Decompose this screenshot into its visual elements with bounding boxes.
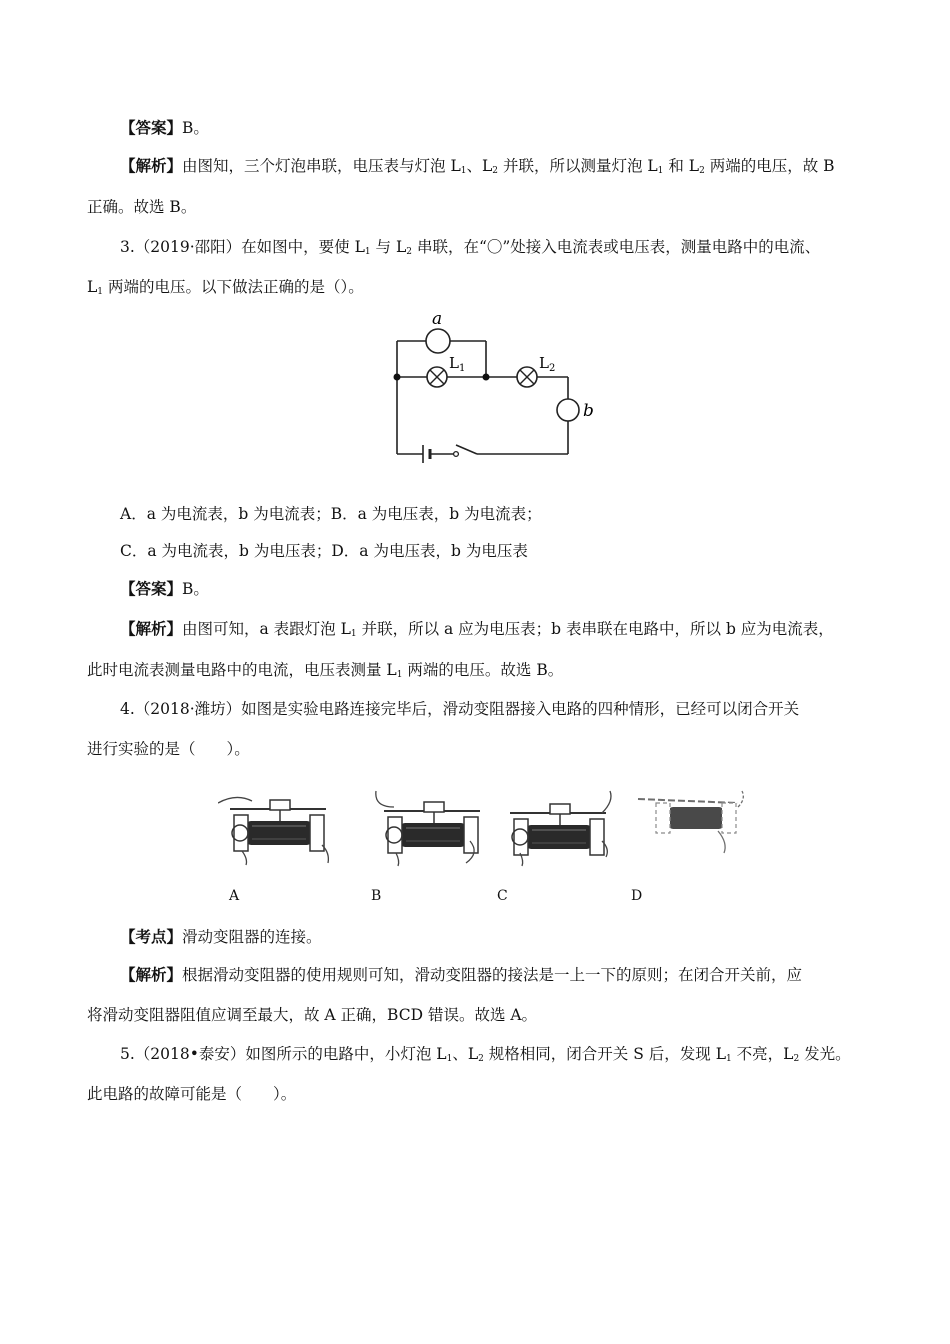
stem-text: L <box>87 278 98 296</box>
stem-text: 、L <box>452 1045 479 1063</box>
answer-text: B。 <box>182 580 209 598</box>
answer-text: B。 <box>182 119 209 137</box>
analysis-text: 此时电流表测量电路中的电流，电压表测量 L <box>87 661 397 679</box>
q4-analysis-line-2: 将滑动变阻器阻值应调至最大，故 A 正确，BCD 错误。故选 A。 <box>87 1006 538 1024</box>
q2-analysis-line-1 <box>120 155 835 177</box>
subscript: 2 <box>406 247 413 257</box>
subscript: 1 <box>726 1054 732 1064</box>
subscript: 1 <box>446 1054 453 1064</box>
subscript: 1 <box>460 166 467 176</box>
stem-text: 两端的电压。以下做法正确的是（）。 <box>103 278 364 296</box>
q3-stem-line-1 <box>120 236 820 258</box>
q5-stem-line-2: 此电路的故障可能是（ ）。 <box>87 1085 297 1103</box>
q3-options-cd: C．a 为电流表，b 为电压表；D．a 为电压表，b 为电压表 <box>120 542 528 560</box>
figure-label-a: A <box>229 888 240 904</box>
analysis-tag: 【解析】 <box>120 156 183 175</box>
answer-tag: 【答案】 <box>120 118 183 137</box>
analysis-text: 、L <box>466 157 493 175</box>
analysis-tag: 【解析】 <box>120 965 183 984</box>
subscript: 2 <box>478 1054 484 1064</box>
junction-dot <box>394 374 401 381</box>
rheostat-b <box>376 791 480 866</box>
q4-analysis-line-1 <box>120 964 802 986</box>
meter-b-symbol <box>557 399 579 421</box>
rheostat-a <box>218 797 328 865</box>
rheostat-d <box>638 791 743 853</box>
subscript: 2 <box>699 166 705 176</box>
q3-stem-line-2 <box>87 276 364 298</box>
rheostat-figures <box>218 787 748 867</box>
junction-dot <box>483 374 490 381</box>
subscript: 1 <box>657 166 664 176</box>
meter-a-symbol <box>426 329 450 353</box>
analysis-text: 由图知，三个灯泡串联，电压表与灯泡 L <box>182 157 461 175</box>
stem-text: 不亮，L <box>731 1045 794 1063</box>
point-text: 滑动变阻器的连接。 <box>182 928 322 946</box>
subscript: 1 <box>350 629 357 639</box>
analysis-text: 两端的电压。故选 B。 <box>402 661 564 679</box>
analysis-text: 和 L <box>663 157 700 175</box>
q3-analysis-line-1 <box>120 618 834 640</box>
subscript: 1 <box>97 287 104 297</box>
q2-answer-line <box>120 117 209 139</box>
stem-text: 串联，在“〇”处接入电流表或电压表，测量电路中的电流、 <box>412 238 821 256</box>
subscript: 1 <box>396 670 403 680</box>
stem-text: 3.（2019·邵阳）在如图中，要使 L <box>120 238 365 256</box>
analysis-tag: 【解析】 <box>120 619 183 638</box>
lamp-l1-symbol <box>427 367 447 387</box>
q4-stem-line-1: 4.（2018·潍坊）如图是实验电路连接完毕后，滑动变阻器接入电路的四种情形，已经可以闭合开关 <box>120 700 800 718</box>
stem-text: 规格相同，闭合开关 S 后，发现 L <box>483 1045 726 1063</box>
lamp-l2-label: $L_2$ <box>539 354 556 374</box>
subscript: 1 <box>364 247 371 257</box>
analysis-text: 由图可知，a 表跟灯泡 L <box>182 620 351 638</box>
q2-analysis-line-2: 正确。故选 B。 <box>87 198 197 216</box>
subscript: 2 <box>492 166 499 176</box>
analysis-text: 根据滑动变阻器的使用规则可知，滑动变阻器的接法是一上一下的原则；在闭合开关前，应 <box>182 966 803 984</box>
analysis-text: 并联，所以 a 应为电压表；b 表串联在电路中，所以 b 应为电流表， <box>356 620 834 638</box>
answer-tag: 【答案】 <box>120 579 183 598</box>
q3-options-ab: A．a 为电流表，b 为电流表；B．a 为电压表，b 为电流表； <box>120 505 542 523</box>
circuit-diagram <box>385 306 605 468</box>
stem-text: 5.（2018•泰安）如图所示的电路中，小灯泡 L <box>120 1045 447 1063</box>
q4-stem-line-2: 进行实验的是（ ）。 <box>87 740 250 758</box>
meter-b-label: b <box>583 401 594 421</box>
q5-stem-line-1 <box>120 1043 851 1065</box>
lamp-l2-symbol <box>517 367 537 387</box>
subscript: 2 <box>793 1054 800 1064</box>
analysis-text: 并联，所以测量灯泡 L <box>498 157 658 175</box>
q3-answer-line <box>120 578 209 600</box>
stem-text: 发光。 <box>799 1045 851 1063</box>
analysis-text: 两端的电压，故 B <box>704 157 835 175</box>
figure-label-b: B <box>371 888 382 904</box>
meter-a-label: a <box>432 309 443 329</box>
rheostat-c <box>510 791 611 866</box>
figure-label-c: C <box>497 888 508 904</box>
point-tag: 【考点】 <box>120 927 183 946</box>
q3-analysis-line-2 <box>87 659 563 681</box>
q4-point-line <box>120 926 322 948</box>
stem-text: 与 L <box>370 238 407 256</box>
figure-label-d: D <box>631 888 643 904</box>
lamp-l1-label: $L_1$ <box>449 354 466 374</box>
